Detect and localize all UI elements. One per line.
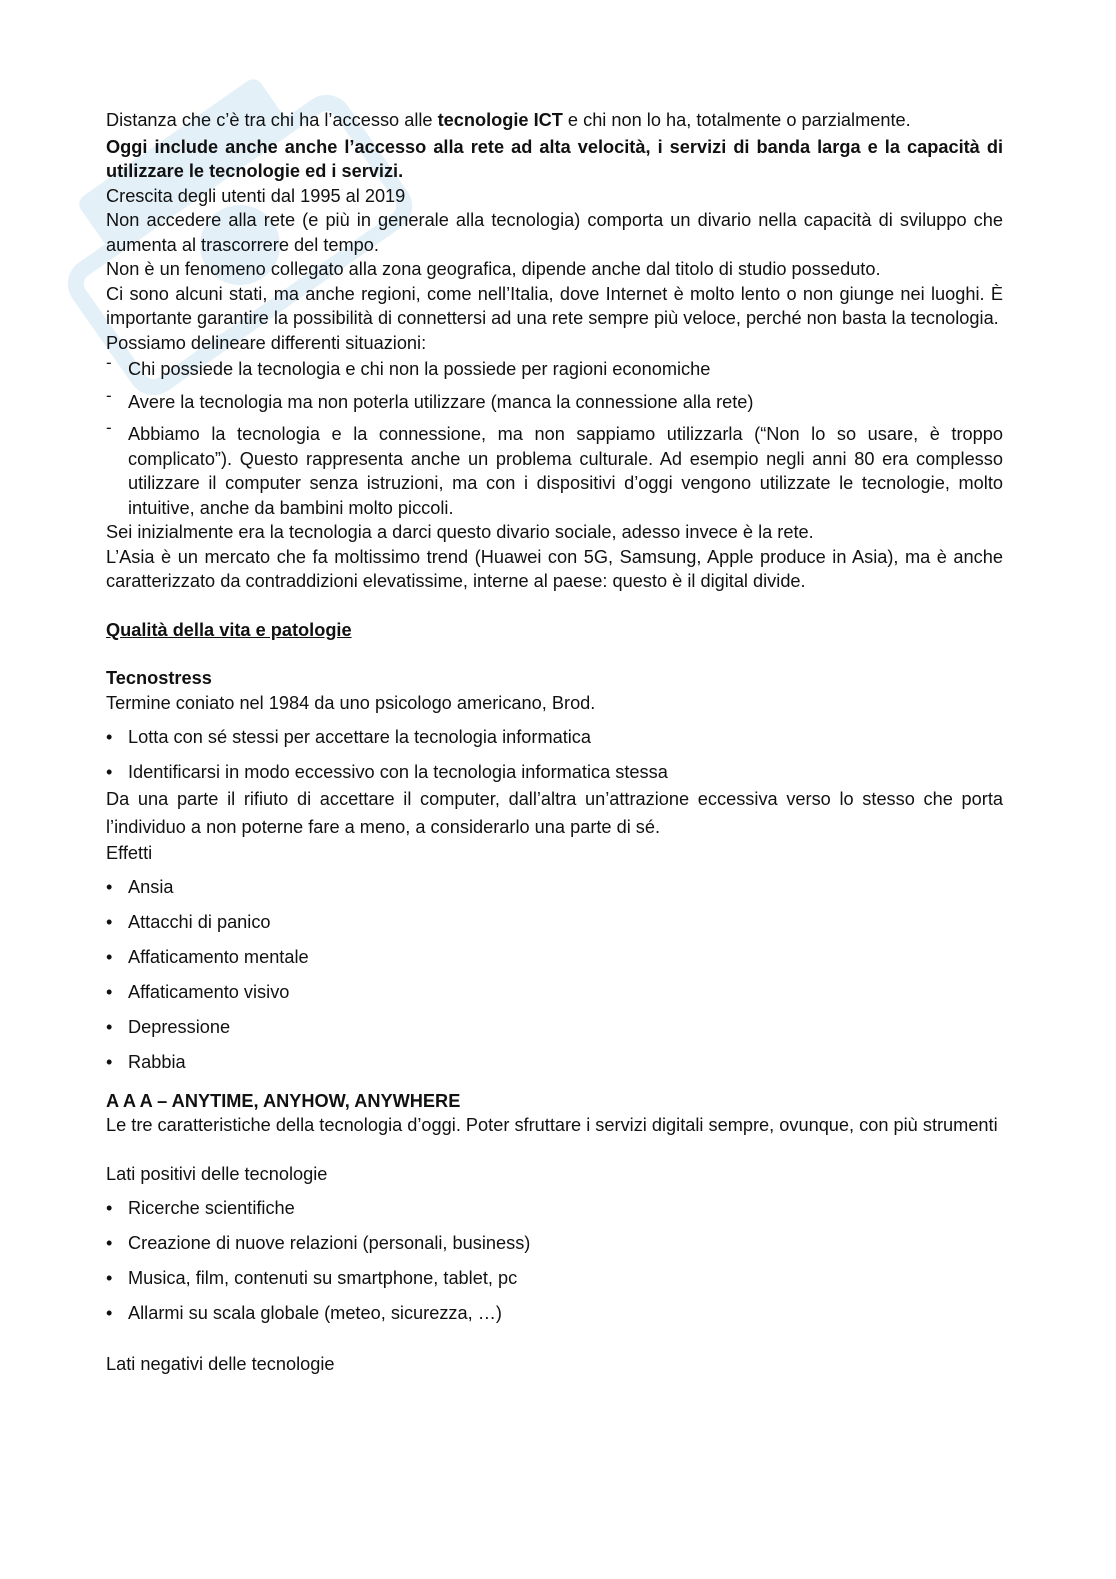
intro-paragraph-1	[106, 108, 1003, 133]
list-item: • Allarmi su scala globale (meteo, sicurezza, …)	[106, 1301, 1003, 1326]
list-item: • Identificarsi in modo eccessivo con la tecnologia informatica stessa	[106, 760, 1003, 785]
list-item: - Abbiamo la tecnologia e la connessione, ma non sappiamo utilizzarla (“Non lo so usare, è troppo complicato”). Questo rappresenta anche un problema culturale. Ad esempio negli anni 80 era complesso utilizzare il computer senza istruzioni, ma con i dispositivi d’oggi vengono utilizzate le tecnologie, molto intuitive, anche da bambini molto piccoli.	[106, 422, 1003, 520]
spacer	[106, 1138, 1003, 1162]
positives-label: Lati positivi delle tecnologie	[106, 1163, 328, 1184]
tecnostress-intro: Termine coniato nel 1984 da uno psicologo americano, Brod.	[106, 692, 596, 713]
list-item: • Musica, film, contenuti su smartphone, tablet, pc	[106, 1266, 1003, 1291]
intro-paragraph-3: Crescita degli utenti dal 1995 al 2019	[106, 185, 406, 206]
list-item: • Affaticamento mentale	[106, 945, 1003, 970]
negatives-label: Lati negativi delle tecnologie	[106, 1353, 335, 1374]
text-span: e chi non lo ha, totalmente o parzialmente.	[562, 110, 911, 130]
effects-label: Effetti	[106, 842, 153, 863]
document-page	[106, 108, 1003, 1376]
intro-paragraph-4: Non accedere alla rete (e più in generale alla tecnologia) comporta un divario nella capacità di sviluppo che aumenta al trascorrere del tempo.	[106, 210, 1003, 255]
tecnostress-explanation: Da una parte il rifiuto di accettare il computer, dall’altra un’attrazione eccessiva verso lo stesso che porta l’individuo a non poterne fare a meno, a considerarlo una parte di sé.	[106, 788, 1003, 837]
intro-paragraph-2: Oggi include anche anche l’accesso alla rete ad alta velocità, i servizi di banda larga e la capacità di utilizzare le tecnologie ed i servizi.	[106, 136, 1003, 181]
intro-paragraph-9: L’Asia è un mercato che fa moltissimo trend (Huawei con 5G, Samsung, Apple produce in Asia), ma è anche caratterizzato da contraddizioni elevatissime, interne al paese: questo è il digital divide.	[106, 546, 1003, 591]
intro-paragraph-5: Non è un fenomeno collegato alla zona geografica, dipende anche dal titolo di studio posseduto.	[106, 259, 881, 279]
list-item: • Depressione	[106, 1015, 1003, 1040]
list-item: • Lotta con sé stessi per accettare la tecnologia informatica	[106, 725, 1003, 750]
positives-list	[106, 1196, 1003, 1326]
section-title: Qualità della vita e patologie	[106, 619, 352, 640]
intro-paragraph-7: Possiamo delineare differenti situazioni:	[106, 332, 427, 353]
aaa-text: Le tre caratteristiche della tecnologia d’oggi. Poter sfruttare i servizi digitali sempre, ovunque, con più strumenti	[106, 1115, 998, 1135]
list-item: • Creazione di nuove relazioni (personali, business)	[106, 1231, 1003, 1256]
highlight-term: tecnologie ICT	[437, 110, 563, 130]
list-item: • Attacchi di panico	[106, 910, 1003, 935]
tecnostress-points	[106, 725, 1003, 785]
list-item: - Avere la tecnologia ma non poterla utilizzare (manca la connessione alla rete)	[106, 390, 1003, 415]
list-item: - Chi possiede la tecnologia e chi non la possiede per ragioni economiche	[106, 357, 1003, 382]
list-item: • Ansia	[106, 875, 1003, 900]
tecnostress-title: Tecnostress	[106, 668, 212, 688]
list-item: • Ricerche scientifiche	[106, 1196, 1003, 1221]
list-item: • Affaticamento visivo	[106, 980, 1003, 1005]
list-item: • Rabbia	[106, 1050, 1003, 1075]
effects-list	[106, 875, 1003, 1075]
intro-paragraph-8: Sei inizialmente era la tecnologia a darci questo divario sociale, adesso invece è la rete.	[106, 522, 814, 542]
text-span: Distanza che c’è tra chi ha l’accesso alle	[106, 110, 438, 130]
aaa-title: A A A – ANYTIME, ANYHOW, ANYWHERE	[106, 1090, 461, 1111]
situations-list	[106, 357, 1003, 520]
intro-paragraph-6: Ci sono alcuni stati, ma anche regioni, come nell’Italia, dove Internet è molto lento o non giunge nei luoghi. È importante garantire la possibilità di connettersi ad una rete sempre più veloce, perché non basta la tecnologia.	[106, 283, 1003, 328]
